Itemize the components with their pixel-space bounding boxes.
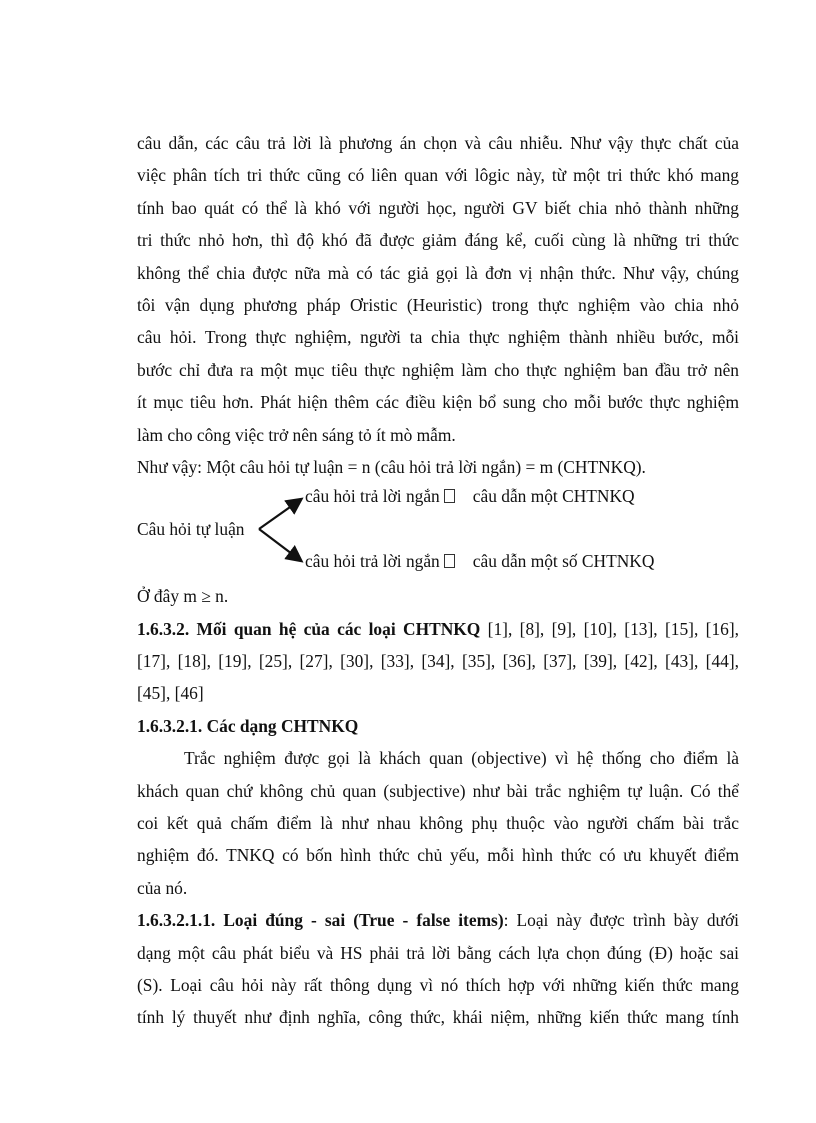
heading-tail: : Loại này được trình bày dưới [503, 910, 739, 931]
text-line: nghiệm đó. TNKQ có bốn hình thức chủ yếu, mỗi hình thức có ưu khuyết điểm [137, 845, 739, 866]
document-page [137, 127, 739, 1034]
text-line: làm cho công việc trở nên sáng tỏ ít mò mẫm. [137, 424, 456, 445]
box-glyph-icon [444, 554, 455, 568]
question-breakdown-diagram [137, 483, 739, 580]
top-branch-label [305, 486, 635, 506]
text-line: bước chỉ đưa ra một mục tiêu thực nghiệm làm cho thực nghiệm ban đầu trở nên [137, 359, 739, 380]
condition-line: Ở đây m ≥ n. [137, 586, 229, 607]
text-line: tôi vận dụng phương pháp Ơristic (Heuristic) trong thực nghiệm vào chia nhỏ [137, 294, 739, 315]
references: [1], [8], [9], [10], [13], [15], [16], [480, 618, 739, 639]
text-line: việc phân tích tri thức cũng có liên quan với lôgic này, từ một tri thức khó mang [137, 165, 739, 186]
text-line: không thể chia được nữa mà có tác giả gọi là đơn vị nhận thức. Như vậy, chúng [137, 262, 739, 283]
text-line: (S). Loại câu hỏi này rất thông dụng vì nó thích hợp với những kiến thức mang [137, 974, 739, 995]
bottom-branch-label [305, 551, 654, 571]
top-branch-left: câu hỏi trả lời ngắn [305, 486, 440, 507]
text-line: câu hỏi. Trong thực nghiệm, người ta chia thực nghiệm thành nhiều bước, mỗi [137, 327, 739, 348]
bottom-branch-right: câu dẫn một số CHTNKQ [472, 551, 655, 572]
text-line: tri thức nhỏ hơn, thì độ khó đã được giảm đáng kể, cuối cùng là những tri thức [137, 230, 739, 251]
heading-text: 1.6.3.2. Mối quan hệ của các loại CHTNKQ [137, 618, 481, 639]
references-line: [17], [18], [19], [25], [27], [30], [33], [34], [35], [36], [37], [39], [42], [43], [44], [137, 651, 739, 672]
text-line: Trắc nghiệm được gọi là khách quan (objective) vì hệ thống cho điểm là [184, 748, 739, 769]
heading-text: 1.6.3.2.1.1. Loại đúng - sai (True - false items) [137, 910, 504, 931]
bottom-branch-left: câu hỏi trả lời ngắn [305, 551, 440, 572]
arrow-up [259, 500, 300, 529]
top-branch-right: câu dẫn một CHTNKQ [472, 486, 635, 507]
section-heading-1632 [137, 613, 739, 645]
references-line: [45], [46] [137, 683, 204, 704]
heading-text: 1.6.3.2.1. Các dạng CHTNKQ [137, 715, 359, 736]
text-line: tính bao quát có thể là khó với người học, người GV biết chia nhỏ thành những [137, 197, 739, 218]
box-glyph-icon [444, 489, 455, 503]
diagram-root: Câu hỏi tự luận [137, 519, 245, 540]
text-line: khách quan chứ không chủ quan (subjective) như bài trắc nghiệm tự luận. Có thể [137, 780, 739, 801]
text-line: câu dẫn, các câu trả lời là phương án chọn và câu nhiễu. Như vậy thực chất của [137, 133, 739, 153]
text-line: của nó. [137, 877, 188, 898]
paragraph-knowledge-analysis [137, 127, 739, 451]
text-line: coi kết quả chấm điểm là như nhau không phụ thuộc vào người chấm bài trắc [137, 813, 739, 834]
text-line: dạng một câu phát biểu và HS phải trả lời bằng cách lựa chọn đúng (Đ) hoặc sai [137, 942, 739, 963]
section-heading-163211 [137, 904, 739, 936]
section-heading-16321 [137, 710, 739, 742]
text-line: ít mục tiêu hơn. Phát hiện thêm các điều kiện bổ sung cho mỗi bước thực nghiệm [137, 392, 739, 413]
formula-line: Như vậy: Một câu hỏi tự luận = n (câu hỏi trả lời ngắn) = m (CHTNKQ). [137, 456, 646, 477]
arrow-down [259, 529, 300, 560]
text-line: tính lý thuyết như định nghĩa, công thức, khái niệm, những kiến thức mang tính [137, 1007, 739, 1028]
